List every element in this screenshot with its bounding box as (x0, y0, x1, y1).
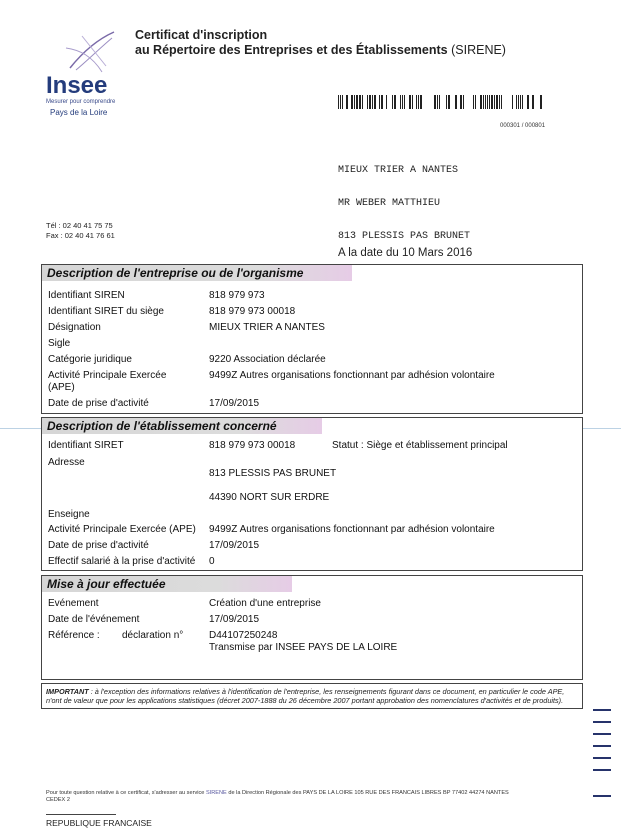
barcode-bar (460, 95, 462, 109)
barcode-bar (512, 95, 513, 109)
barcode-bar (369, 95, 371, 109)
barcode-bar (346, 95, 348, 109)
barcode-bar (463, 95, 464, 109)
value-siret: 818 979 973 00018 (209, 440, 296, 451)
barcode-bar (480, 95, 482, 109)
value-effectif: 0 (209, 556, 215, 567)
section-etablissement (41, 417, 583, 571)
footer-divider (46, 814, 116, 815)
margin-mark (593, 709, 611, 711)
barcode-bar (402, 95, 403, 109)
margin-mark (593, 745, 611, 747)
barcode-bar (489, 95, 490, 109)
barcode-bar (356, 95, 358, 109)
label-ape: Activité Principale Exercée (48, 370, 167, 381)
barcode-bar (491, 95, 493, 109)
value-date-activite: 17/09/2015 (209, 398, 260, 409)
barcode-bar (381, 95, 383, 109)
section-etablissement-header (42, 418, 277, 434)
value-date-activite-etab: 17/09/2015 (209, 540, 260, 551)
footer-sirene: SIRENE (205, 790, 227, 796)
value-categorie: 9220 Association déclarée (209, 354, 326, 365)
barcode-bar (520, 95, 521, 109)
value-statut: Statut : Siège et établissement principal (332, 440, 508, 451)
label-declaration: déclaration n° (122, 630, 184, 641)
section-mise-a-jour-title: Mise à jour effectuée (47, 577, 166, 591)
label-siret-siege: Identifiant SIRET du siège (48, 306, 164, 317)
label-ape-abbr: (APE) (48, 382, 75, 393)
barcode-bar (522, 95, 523, 109)
label-effectif: Effectif salarié à la prise d'activité (48, 556, 196, 567)
title-line-2-suffix: (SIRENE) (451, 43, 506, 57)
section-mise-a-jour-header (42, 576, 166, 592)
margin-mark (593, 721, 611, 723)
barcode-bar (416, 95, 417, 109)
section-entreprise-header (42, 265, 303, 281)
value-evenement: Création d'une entreprise (209, 598, 321, 609)
barcode-bar (475, 95, 476, 109)
label-reference: Référence : (48, 630, 100, 641)
barcode-bar (434, 95, 436, 109)
barcode-bar (473, 95, 474, 109)
margin-mark (593, 795, 611, 797)
barcode-bar (487, 95, 488, 109)
section-etablissement-title: Description de l'établissement concerné (47, 419, 277, 433)
label-siren: Identifiant SIREN (48, 290, 125, 301)
barcode-bar (372, 95, 373, 109)
margin-mark (593, 757, 611, 759)
value-declaration: D44107250248 (209, 630, 278, 641)
republique-francaise: REPUBLIQUE FRANCAISE (46, 818, 152, 828)
barcode-bar (527, 95, 529, 109)
barcode-bar (485, 95, 486, 109)
contact-info (46, 221, 115, 241)
barcode-bar (340, 95, 341, 109)
barcode-bar (439, 95, 440, 109)
barcode-bar (499, 95, 500, 109)
section-entreprise (41, 264, 583, 414)
label-date-activite-etab: Date de prise d'activité (48, 540, 149, 551)
barcode-bar (418, 95, 419, 109)
barcode-bar (342, 95, 343, 109)
label-siret: Identifiant SIRET (48, 440, 124, 451)
footer-part-1: Pour toute question relative à ce certificat, s'adresser au service (46, 790, 206, 796)
section-mise-a-jour (41, 575, 583, 680)
barcode-bar (501, 95, 502, 109)
label-sigle: Sigle (48, 338, 71, 349)
label-enseigne: Enseigne (48, 509, 90, 520)
label-date-activite: Date de prise d'activité (48, 398, 149, 409)
insee-wordmark: Insee (46, 72, 108, 99)
barcode-bar (351, 95, 353, 109)
barcode-bar (532, 95, 534, 109)
value-transmise: Transmise par INSEE PAYS DE LA LOIRE (209, 642, 398, 653)
address-line: MIEUX TRIER A NANTES (338, 165, 459, 176)
barcode-bar (374, 95, 376, 109)
insee-logo-emblem-icon (62, 28, 120, 73)
barcode-bar (400, 95, 401, 109)
value-adresse-line-2: 44390 NORT SUR ERDRE (209, 492, 330, 503)
insee-logo (40, 28, 130, 123)
barcode-bar (354, 95, 355, 109)
footer-contact (46, 790, 581, 804)
fax-number: Fax : 02 40 41 76 61 (46, 231, 115, 240)
title-line-2 (135, 43, 506, 58)
barcode-bar (448, 95, 450, 109)
barcode-bar (392, 95, 393, 109)
barcode-bar (496, 95, 498, 109)
barcode-bar (379, 95, 380, 109)
insee-tagline: Mesurer pour comprendre (46, 99, 116, 105)
footer-part-3: CEDEX 2 (46, 797, 70, 803)
important-text: : à l'exception des informations relatives à l'identification de l'entreprise, les renseignements figurant dans ce document, en particulier le code APE, n'ont de valeur que pour les applications statistiques (décret 2007-1888 du 26 décembre 2007 portant approbation des nomenclatures d'activités et de produits). (46, 687, 565, 705)
document-title (135, 28, 506, 58)
label-categorie: Catégorie juridique (48, 354, 132, 365)
phone-number: Tél : 02 40 41 75 75 (46, 221, 113, 230)
barcode-bar (367, 95, 368, 109)
margin-mark (593, 769, 611, 771)
barcode-bar (483, 95, 484, 109)
title-line-1: Certificat d'inscription (135, 28, 268, 42)
barcode-bar (446, 95, 447, 109)
value-designation: MIEUX TRIER A NANTES (209, 322, 325, 333)
barcode-bar (494, 95, 495, 109)
value-ape-etab: 9499Z Autres organisations fonctionnant par adhésion volontaire (209, 524, 495, 535)
barcode-bar (404, 95, 405, 109)
barcode-bar (394, 95, 396, 109)
important-notice (41, 683, 583, 709)
barcode-bar (455, 95, 457, 109)
issue-date: A la date du 10 Mars 2016 (338, 247, 473, 259)
document-reference: 000301 / 000801 (500, 123, 546, 129)
section-entreprise-title: Description de l'entreprise ou de l'organisme (47, 266, 304, 280)
barcode-bar (516, 95, 517, 109)
insee-region: Pays de la Loire (50, 108, 108, 117)
important-lead: IMPORTANT (46, 687, 89, 696)
barcode-bar (420, 95, 422, 109)
address-line: 813 PLESSIS PAS BRUNET (338, 231, 471, 242)
label-designation: Désignation (48, 322, 101, 333)
footer-part-2: de la Direction Régionale des PAYS DE LA LOIRE 105 RUE DES FRANCAIS LIBRES BP 77402 44274 NANTES (226, 790, 509, 796)
address-line: MR WEBER MATTHIEU (338, 198, 441, 209)
label-evenement: Evénement (48, 598, 99, 609)
barcode-bar (409, 95, 411, 109)
barcode-bar (359, 95, 361, 109)
value-siret-siege: 818 979 973 00018 (209, 306, 296, 317)
barcode-bar (362, 95, 363, 109)
barcode-bar (437, 95, 438, 109)
margin-mark (593, 733, 611, 735)
value-ape: 9499Z Autres organisations fonctionnant par adhésion volontaire (209, 370, 495, 381)
title-line-2-main: au Répertoire des Entreprises et des Établissements (135, 43, 448, 57)
value-siren: 818 979 973 (209, 290, 265, 301)
barcode-bar (412, 95, 413, 109)
label-ape-etab: Activité Principale Exercée (APE) (48, 524, 196, 535)
barcode-bar (540, 95, 542, 109)
label-date-evenement: Date de l'événement (48, 614, 140, 625)
barcode (338, 95, 544, 109)
value-adresse-line-1: 813 PLESSIS PAS BRUNET (209, 468, 337, 479)
barcode-bar (386, 95, 387, 109)
label-adresse: Adresse (48, 457, 85, 468)
barcode-bar (518, 95, 519, 109)
barcode-bar (338, 95, 339, 109)
value-date-evenement: 17/09/2015 (209, 614, 260, 625)
